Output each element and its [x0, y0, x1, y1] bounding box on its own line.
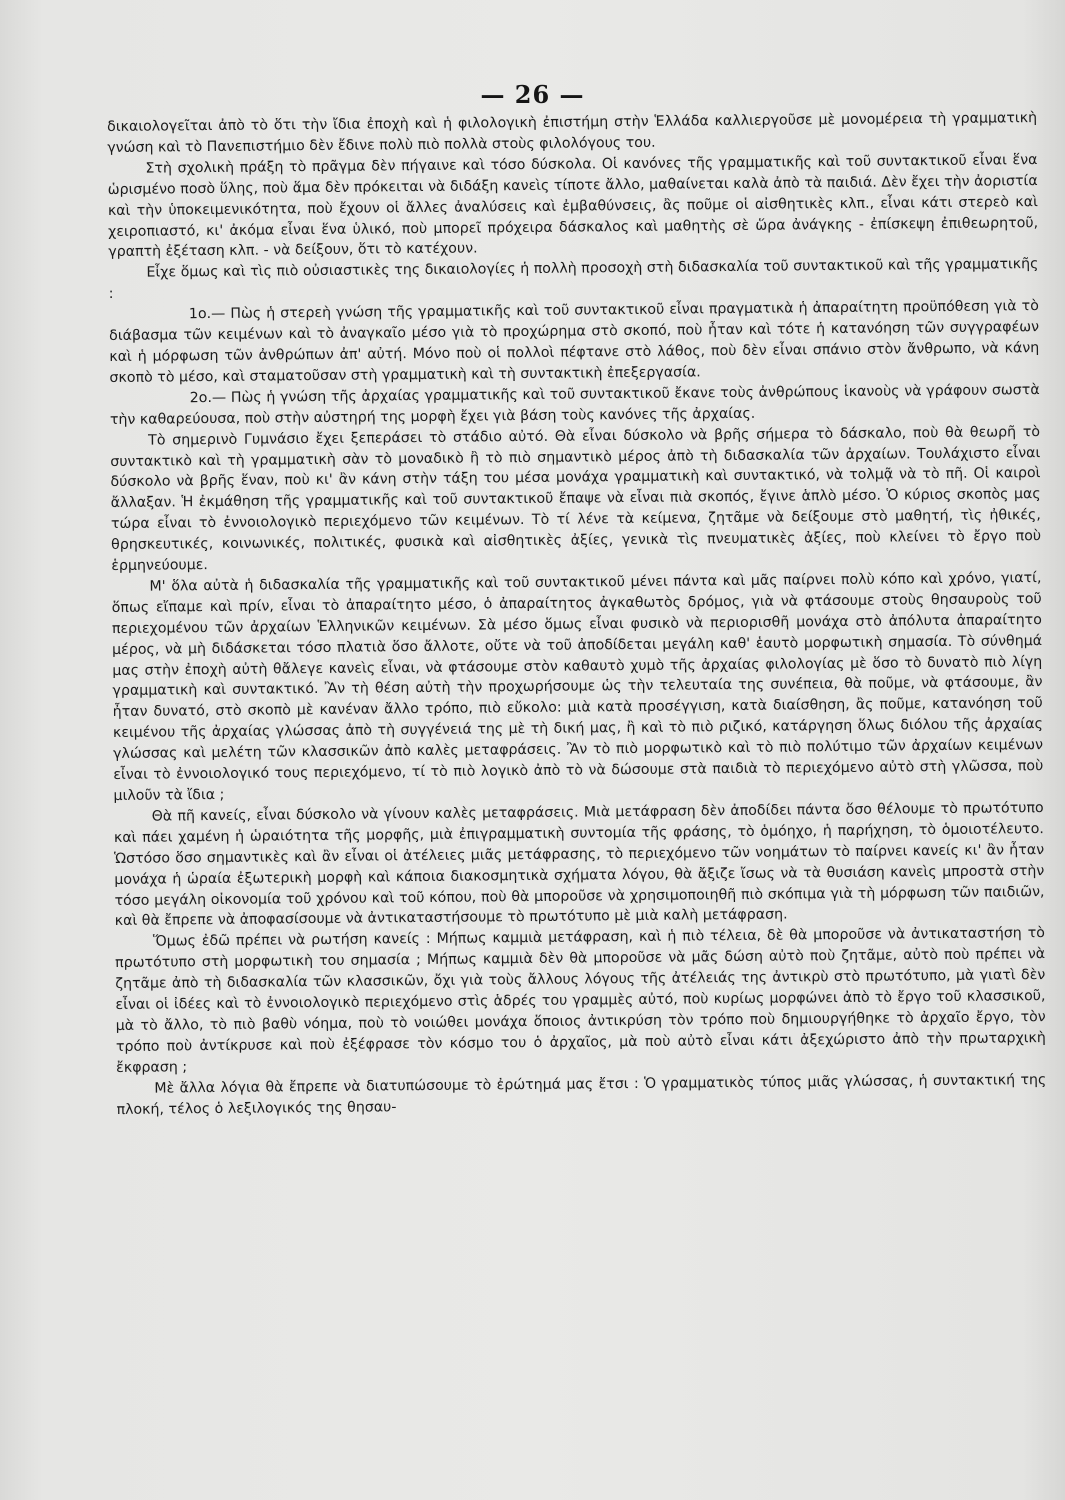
paragraph-question: Ὅμως ἐδῶ πρέπει νὰ ρωτήση κανείς : Μήπως καμμιὰ μετάφραση, καὶ ἡ πιὸ τέλεια, δὲ θὰ μποροῦσε νὰ ἀντικαταστήση τὸ πρωτότυπο στὴ μορφωτικὴ του σημασία ; Μήπως καμμιὰ δὲν θὰ μποροῦσε νὰ μᾶς δώση αὐτὸ ποὺ ζητᾶμε, αὐτὸ ποὺ πρέπει νὰ ζητᾶμε ἀπὸ τὴ διδασκαλία τῶν κλασσικῶν, ὄχι γιὰ τοὺς ἄλλους λόγους τῆς ἀτέλειάς της ἀντικρὺ στὸ πρωτότυπο, μὰ γιατὶ δὲν εἶναι οἱ ἰδέες καὶ τὸ ἐννοιολογικὸ περιεχόμενο στὶς ἁδρές του γραμμὲς αὐτό, ποὺ κυρίως μορφώνει ἀπὸ τὸ ἔργο τοῦ κλασσικοῦ, μὰ τὸ ἄλλο, τὸ πιὸ βαθὺ νόημα, ποὺ τὸ νοιώθει μονάχα ὅποιος ἀντικρύση τὸν τρόπο ποὺ δημιουργήθηκε τὸ ἀρχαῖο ἔργο, τὸν τρόπο ποὺ ἀντίκρυσε καὶ ποὺ ἐξέφρασε τὸν κόσμο του ὁ ἀρχαῖος, μὰ ποὺ αὐτὸ εἶναι κάτι ἀξεχώριστο ἀπὸ τὴν πρωταρχικὴ ἔκφραση ;: [115, 925, 1046, 1076]
page-number: — 26 —: [480, 80, 585, 109]
paragraph-point-2: 2ο.— Πὼς ἡ γνώση τῆς ἀρχαίας γραμματικῆς καὶ τοῦ συντακτικοῦ ἔκανε τοὺς ἀνθρώπους ἱκανοὺς νὰ γράφουν σωστὰ τὴν καθαρεύουσα, ποὺ στὴν αὐστηρή της μορφὴ ἔχει γιὰ βάση τοὺς κανόνες τῆς ἀρχαίας.: [109, 381, 1040, 428]
paragraph-continuation: δικαιολογεῖται ἀπὸ τὸ ὅτι τὴν ἴδια ἐποχὴ καὶ ἡ φιλολογικὴ ἐπιστήμη στὴν Ἑλλάδα καλλιεργοῦσε μὲ μονομέρεια τὴ γραμματικὴ γνώση καὶ τὸ Πανεπιστήμιο δὲν ἔδινε πολὺ πιὸ πολλὰ στοὺς φιλολόγους του.: [107, 110, 1038, 156]
paragraph-school-practice: Στὴ σχολικὴ πράξη τὸ πρᾶγμα δὲν πήγαινε καὶ τόσο δύσκολα. Οἱ κανόνες τῆς γραμματικῆς καὶ τοῦ συντακτικοῦ εἶναι ἕνα ὡρισμένο ποσὸ ὕλης, ποὺ ἅμα δὲν πρόκειται νὰ διδάξη κανεὶς τίποτε ἄλλο, μαθαίνεται καλὰ ἀπὸ τὰ παιδιά. Δὲν ἔχει τὴν ἀοριστία καὶ τὴν ὑποκειμενικότητα, ποὺ ἔχουν οἱ ἄλλες ἀναλύσεις καὶ ἐμβαθύνσεις, ἂς ποῦμε οἱ αἰσθητικὲς κλπ., εἶναι κάτι στερεὸ καὶ χειροπιαστό, κι' ἀκόμα εἶναι ἕνα ὑλικό, ποὺ μπορεῖ πρόχειρα δάσκαλος καὶ μαθητὴς σὲ ὥρα ἀνάγκης - ἐπίσκεψη ἐπιθεωρητοῦ, γραπτὴ ἐξέταση κλπ. - νὰ δείξουν, ὅτι τὸ κατέχουν.: [107, 151, 1039, 261]
paragraph-point-1: 1ο.— Πὼς ἡ στερεὴ γνώση τῆς γραμματικῆς καὶ τοῦ συντακτικοῦ εἶναι πραγματικὰ ἡ ἀπαραίτητη προϋπόθεση γιὰ τὸ διάβασμα τῶν κειμένων καὶ τὸ ἀναγκαῖο μέσο γιὰ τὸ προχώρημα στὸ σκοπό, ποὺ ἦταν καὶ τότε ἡ κατανόηση τῶν συγγραφέων καὶ ἡ μόρφωση τῶν ἀνθρώπων ἀπ' αὐτή. Μόνο ποὺ οἱ πολλοὶ πέφτανε στὸ λάθος, ποὺ δὲν εἶναι σπάνιο στὸν ἄνθρωπο, νὰ κάνη σκοπὸ τὸ μέσο, καὶ σταματοῦσαν στὴ γραμματικὴ καὶ τὴ συντακτικὴ ἐπεξεργασία.: [109, 298, 1040, 386]
paragraph-in-other-words: Μὲ ἄλλα λόγια θὰ ἔπρεπε νὰ διατυπώσουμε τὸ ἐρώτημά μας ἔτσι : Ὁ γραμματικὸς τύπος μιᾶς γλώσσας, ἡ συντακτική της πλοκή, τέλος ὁ λεξιλογικός της θησαυ-: [116, 1071, 1047, 1118]
body-text: [107, 108, 1047, 1120]
paragraph-translations: Θὰ πῆ κανείς, εἶναι δύσκολο νὰ γίνουν καλὲς μεταφράσεις. Μιὰ μετάφραση δὲν ἀποδίδει πάντα ὅσο θέλουμε τὸ πρωτότυπο καὶ πάει χαμένη ἡ ὡραιότητα τῆς μορφῆς, μιὰ ἐπιγραμματικὴ συντομία τῆς φράσης, τὸ ὁμόηχο, ἡ παρήχηση, τὸ ὁμοιοτέλευτο. Ὡστόσο ὅσο σημαντικὲς καὶ ἂν εἶναι οἱ ἀτέλειες μιᾶς μετάφρασης, τὸ περιεχόμενο τῶν νοημάτων τὸ παίρνει κανείς κι' ἂν ἦταν μονάχα ἡ ὡραία ἐξωτερικὴ μορφὴ καὶ κάποια διακοσμητικὰ σχήματα λόγου, θὰ ἄξιζε ἴσως νὰ τὰ θυσιάση κανεὶς μπροστὰ στὴν τόσο μεγάλη οἰκονομία τοῦ χρόνου καὶ τοῦ κόπου, ποὺ θὰ μποροῦσε νὰ χρησιμοποιηθῆ πιὸ σκόπιμα γιὰ τὴ μόρφωση τῶν παιδιῶν, καὶ θὰ ἔπρεπε νὰ ἀποφασίσουμε νὰ ἀντικαταστήσουμε τὸ πρωτότυπο μὲ μιὰ καλὴ μετάφραση.: [113, 799, 1045, 930]
paragraph-justifications-intro: Εἶχε ὅμως καὶ τὶς πιὸ οὐσιαστικὲς της δικαιολογίες ἡ πολλὴ προσοχὴ στὴ διδασκαλία τοῦ συντακτικοῦ καὶ τῆς γραμματικῆς :: [108, 256, 1039, 303]
paragraph-modern-gymnasium: Τὸ σημερινὸ Γυμνάσιο ἔχει ξεπεράσει τὸ στάδιο αὐτό. Θὰ εἶναι δύσκολο νὰ βρῆς σήμερα τὸ δάσκαλο, ποὺ θὰ θεωρῆ τὸ συντακτικὸ καὶ τὴ γραμματικὴ σὰν τὸ μοναδικὸ ἢ τὸ πιὸ σημαντικὸ μέρος ἀπὸ τὴ διδασκαλία τῶν ἀρχαίων. Τουλάχιστο εἶναι δύσκολο νὰ βρῆς ἕναν, ποὺ κι' ἂν κάνη στὴν τάξη του μέσα μονάχα γραμματικὴ καὶ συντακτικό, νὰ τολμᾷ νὰ τὸ πῆ. Οἱ καιροὶ ἄλλαξαν. Ἡ ἐκμάθηση τῆς γραμματικῆς καὶ τοῦ συντακτικοῦ ἔπαψε νὰ εἶναι πιὰ σκοπός, ἔγινε ἁπλὸ μέσο. Ὁ κύριος σκοπὸς μας τώρα εἶναι τὸ ἐννοιολογικὸ περιεχόμενο τῶν κειμένων. Τὸ τί λένε τὰ κείμενα, ζητᾶμε νὰ δείξουμε στὸ μαθητή, τὶς ἠθικές, θρησκευτικές, κοινωνικές, πολιτικές, φυσικὰ καὶ αἰσθητικὲς ἀξίες, γενικὰ τὶς πνευματικὲς ἀξίες, ποὺ κλείνει τὸ ἔργο ποὺ ἑρμηνεύουμε.: [110, 423, 1042, 575]
paragraph-grammar-as-means: Μ' ὅλα αὐτὰ ἡ διδασκαλία τῆς γραμματικῆς καὶ τοῦ συντακτικοῦ μένει πάντα καὶ μᾶς παίρνει πολὺ κόπο καὶ χρόνο, γιατί, ὅπως εἴπαμε καὶ πρίν, εἶναι τὸ ἀπαραίτητο μέσο, ὁ ἀπαραίτητος ἀγκαθωτὸς δρόμος, γιὰ νὰ φτάσουμε στοὺς θησαυροὺς τοῦ περιεχομένου τῶν ἀρχαίων Ἑλληνικῶν κειμένων. Σὰ μέσο ὅμως εἶναι φυσικὸ νὰ περιορισθῆ μονάχα στὸ ἀπόλυτα ἀπαραίτητο μέρος, νὰ μὴ διδάσκεται τόσο πλατιὰ ὅσο ἄλλοτε, οὔτε νὰ τοῦ ἀποδίδεται μεγάλη καθ' ἑαυτὸ μορφωτικὴ σημασία. Τὸ σύνθημά μας στὴν ἐποχὴ αὐτὴ θἄλεγε κανεὶς εἶναι, νὰ φτάσουμε στὸν καθαυτὸ χυμὸ τῆς ἀρχαίας φιλολογίας μὲ ὅσο τὸ δυνατὸ πιὸ λίγη γραμματικὴ καὶ συντακτικό. Ἂν τὴ θέση αὐτὴ τὴν προχωρήσουμε ὡς τὴν τελευταία της συνέπεια, θὰ ποῦμε, νὰ φτάσουμε, ἂν ἦταν δυνατό, στὸ σκοπὸ μὲ κανέναν ἄλλο τρόπο, πιὸ εὔκολο: μιὰ κατὰ προσέγγιση, κατὰ διαίσθηση, ἂς ποῦμε, κατανόηση τοῦ κειμένου τῆς ἀρχαίας γλώσσας ἀπὸ τὴ συγγένειά της μὲ τὴ δική μας, ἢ καὶ τὸ πιὸ ριζικό, κατάργηση ὅλως διόλου τῆς ἀρχαίας γλώσσας καὶ μελέτη τῶν κλασσικῶν ἀπὸ καλὲς μεταφράσεις. Ἂν τὸ πιὸ μορφωτικὸ καὶ τὸ πιὸ πολύτιμο τῶν ἀρχαίων κειμένων εἶναι τὸ ἐννοιολογικό τους περιεχόμενο, τί τὸ πιὸ λογικὸ ἀπὸ τὸ νὰ δώσουμε στὰ παιδιὰ τὸ περιεχόμενο αὐτὸ στὴ γλῶσσα, ποὺ μιλοῦν τὰ ἴδια ;: [111, 569, 1044, 804]
